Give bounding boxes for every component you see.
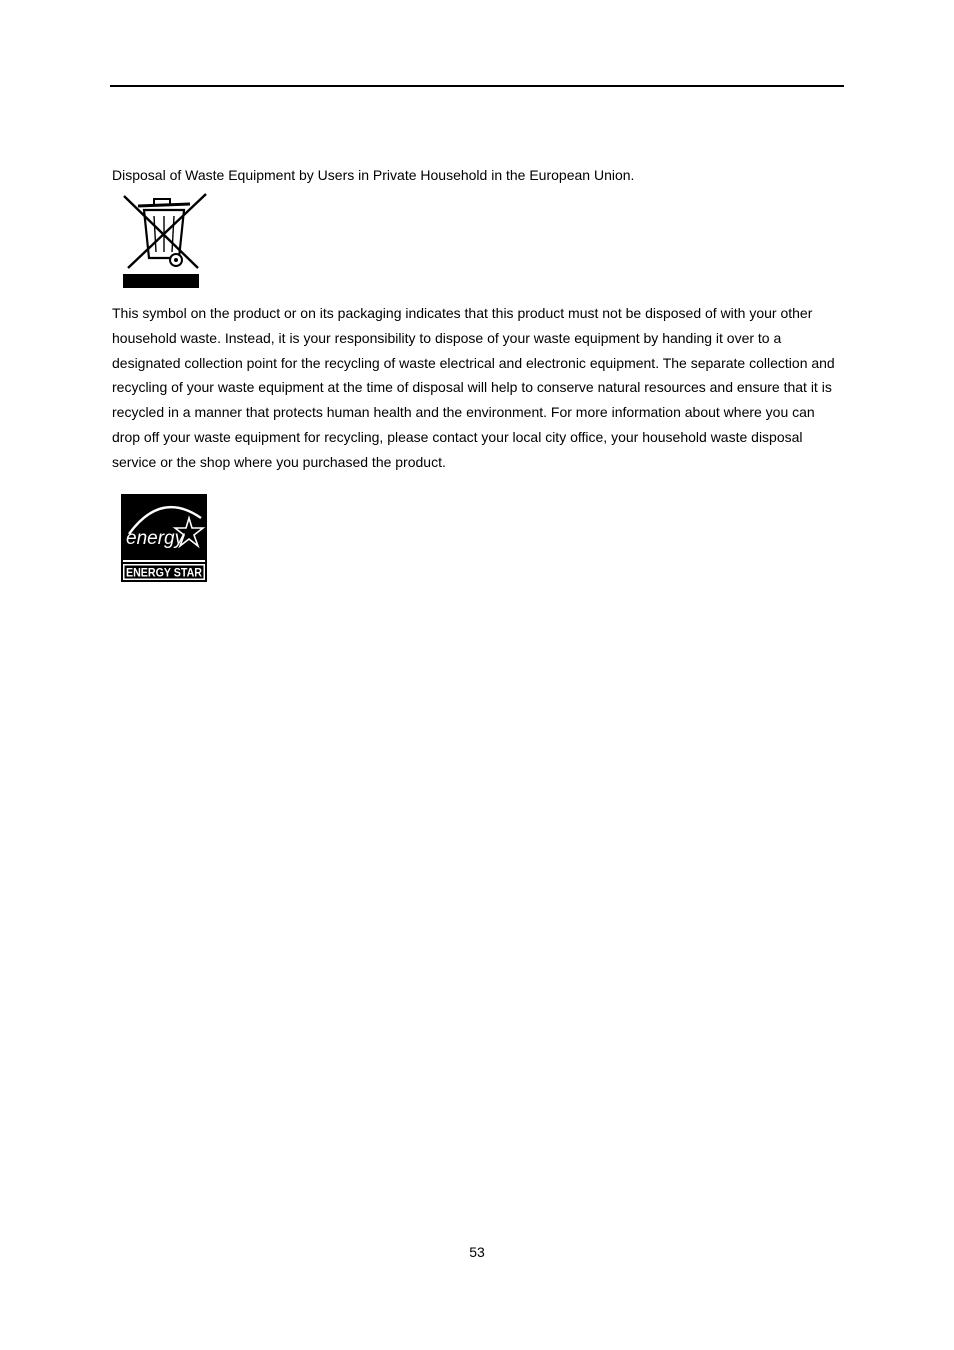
section-heading: Disposal of Waste Equipment by Users in Private Household in the European Union.	[112, 167, 635, 183]
energy-script: energy	[126, 528, 185, 549]
header-rule	[110, 85, 844, 87]
crossed-out-wheelie-bin-icon	[118, 192, 210, 290]
page-number: 53	[469, 1244, 485, 1260]
energy-star-logo-icon	[121, 494, 207, 582]
energy-star-label: ENERGY STAR	[126, 565, 203, 580]
disposal-paragraph: This symbol on the product or on its packaging indicates that this product must not be disposed of with your other household waste. Instead, it is your responsibility to dispose of your waste equipment by handing it over to a designated collection point for the recycling of waste electrical and electronic equipment. The separate collection and recycling of your waste equipment at the time of disposal will help to conserve natural resources and ensure that it is recycled in a manner that protects human health and the environment. For more information about where you can drop off your waste equipment for recycling, please contact your local city office, your household waste disposal service or the shop where you purchased the product.	[112, 305, 835, 470]
